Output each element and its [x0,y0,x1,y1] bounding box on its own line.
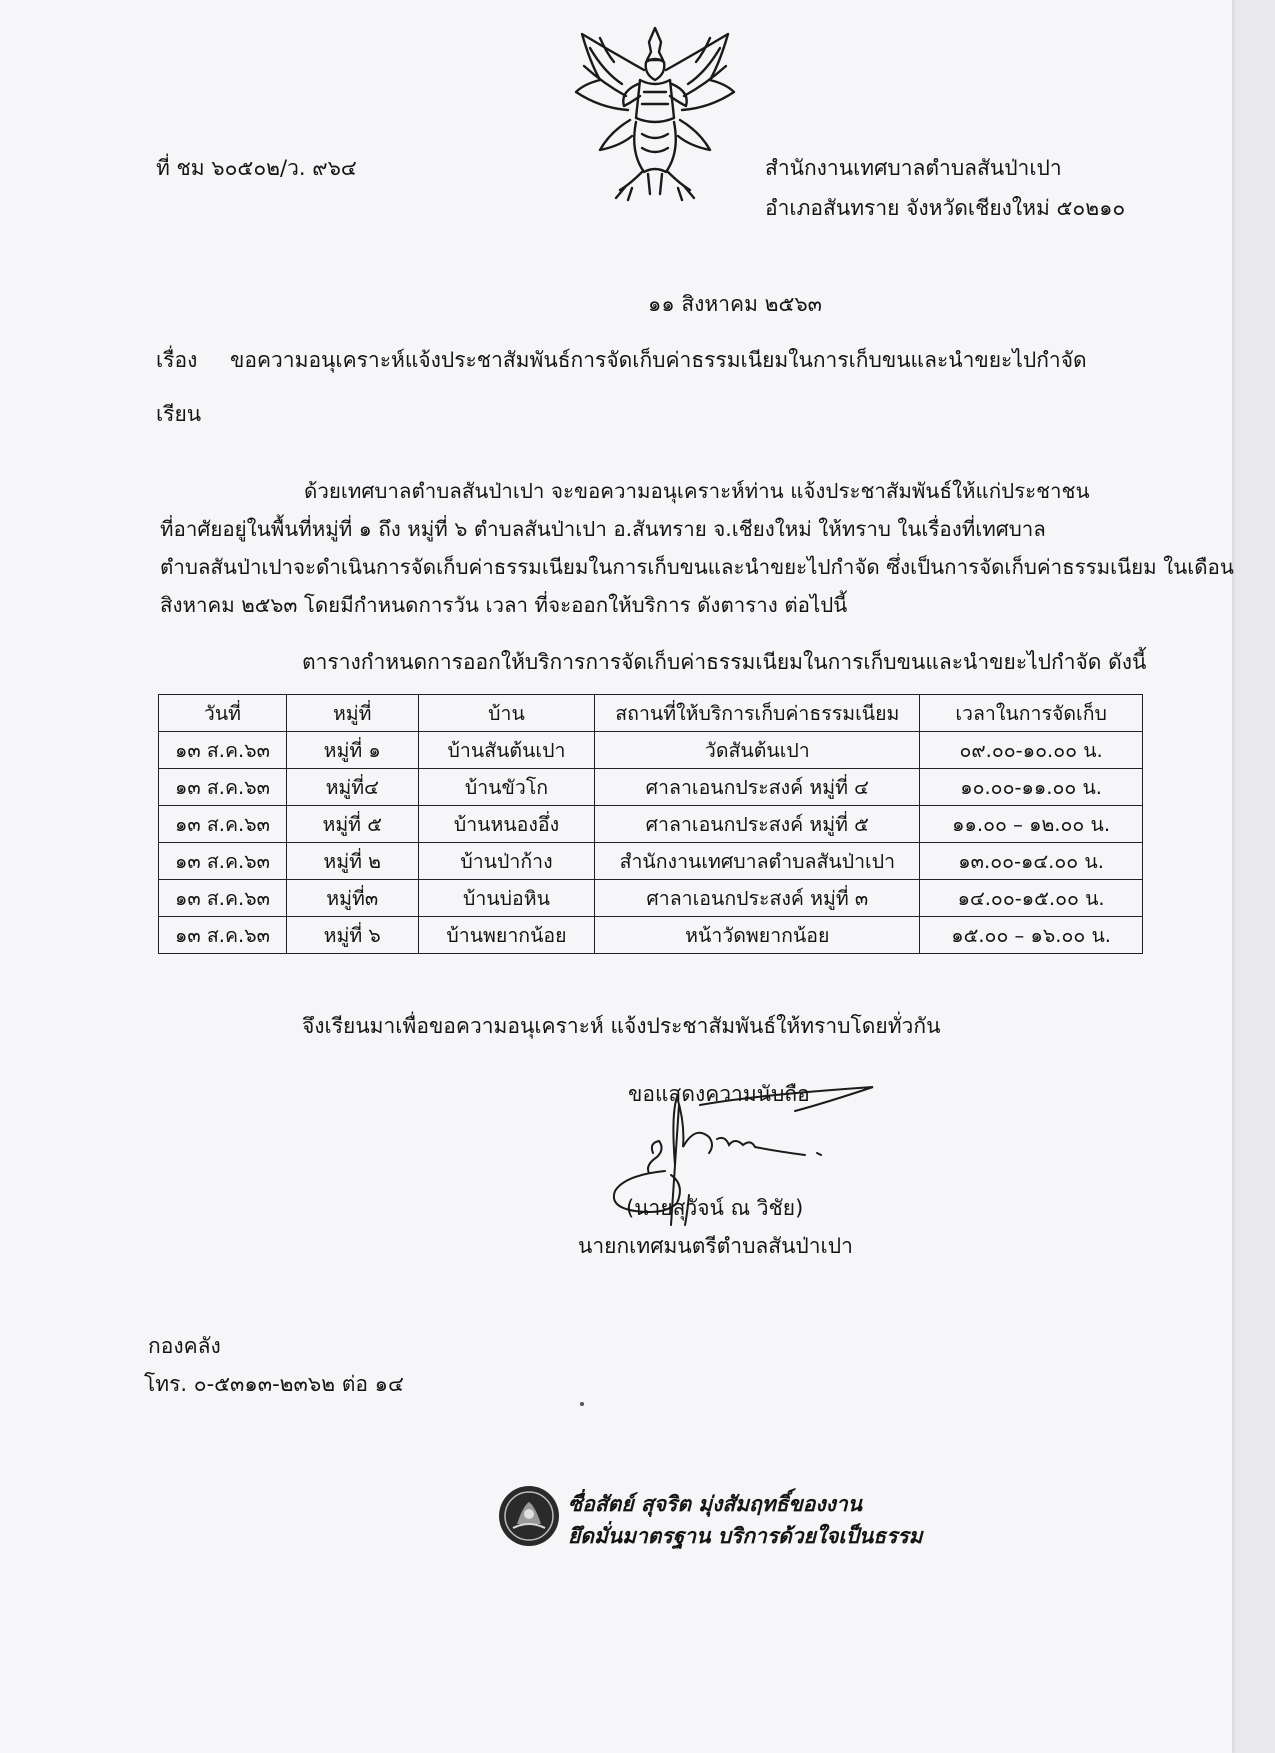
schedule-table [158,694,1143,954]
body-line: ด้วยเทศบาลตำบลสันป่าเปา จะขอความอนุเคราะห์ท่าน แจ้งประชาสัมพันธ์ให้แก่ประชาชน [304,479,1090,503]
cell-village-no: หมู่ที่ ๖ [286,917,418,954]
cell-village: บ้านสันต้นเปา [418,732,595,769]
cell-date: ๑๓ ส.ค.๖๓ [159,769,287,806]
cell-village-no: หมู่ที่ ๑ [286,732,418,769]
cell-date: ๑๓ ส.ค.๖๓ [159,880,287,917]
body-line: ตำบลสันป่าเปาจะดำเนินการจัดเก็บค่าธรรมเนียมในการเก็บขนและนำขยะไปกำจัด ซึ่งเป็นการจัดเก็บค่าธรรมเนียม ในเดือน [160,555,1234,579]
table-row [159,880,1143,917]
cell-village: บ้านบ่อหิน [418,880,595,917]
slogan-line-1: ซื่อสัตย์ สุจริต มุ่งสัมฤทธิ์ของงาน [568,1492,863,1516]
cell-village-no: หมู่ที่ ๒ [286,843,418,880]
cell-time: ๑๐.๐๐-๑๑.๐๐ น. [920,769,1143,806]
cell-time: ๑๕.๐๐ – ๑๖.๐๐ น. [920,917,1143,954]
cell-village: บ้านขัวโก [418,769,595,806]
header-location: สถานที่ให้บริการเก็บค่าธรรมเนียม [595,695,920,732]
table-row [159,843,1143,880]
to-label: เรียน [156,402,202,426]
subject-text: ขอความอนุเคราะห์แจ้งประชาสัมพันธ์การจัดเก็บค่าธรรมเนียมในการเก็บขนและนำขยะไปกำจัด [230,348,1087,372]
cell-location: สำนักงานเทศบาลตำบลสันป่าเปา [595,843,920,880]
header-village: บ้าน [418,695,595,732]
garuda-emblem-icon [570,22,740,204]
regards: ขอแสดงความนับถือ [628,1082,810,1106]
cell-village-no: หมู่ที่๔ [286,769,418,806]
cell-date: ๑๓ ส.ค.๖๓ [159,732,287,769]
header-village-no: หมู่ที่ [286,695,418,732]
cell-location: หน้าวัดพยากน้อย [595,917,920,954]
letter-date: ๑๑ สิงหาคม ๒๕๖๓ [648,292,823,316]
cell-location: ศาลาเอนกประสงค์ หมู่ที่ ๔ [595,769,920,806]
cell-date: ๑๓ ส.ค.๖๓ [159,806,287,843]
cell-location: ศาลาเอนกประสงค์ หมู่ที่ ๕ [595,806,920,843]
cell-village: บ้านป่าก้าง [418,843,595,880]
municipal-seal-icon [497,1484,561,1548]
table-header-row [159,695,1143,732]
cell-location: ศาลาเอนกประสงค์ หมู่ที่ ๓ [595,880,920,917]
body-line: ที่อาศัยอยู่ในพื้นที่หมู่ที่ ๑ ถึง หมู่ที่ ๖ ตำบลสันป่าเปา อ.สันทราย จ.เชียงใหม่ ให้ทราบ ในเรื่องที่เทศบาล [160,517,1046,541]
table-row [159,769,1143,806]
signer-title: นายกเทศมนตรีตำบลสันป่าเปา [578,1234,853,1258]
header-time: เวลาในการจัดเก็บ [920,695,1143,732]
cell-village: บ้านหนองอึ่ง [418,806,595,843]
reference-number: ที่ ชม ๖๐๕๐๒/ว. ๙๖๔ [156,156,357,180]
office-address: อำเภอสันทราย จังหวัดเชียงใหม่ ๕๐๒๑๐ [765,196,1126,220]
body-paragraph [160,472,1234,624]
speck [580,1402,584,1406]
header-date: วันที่ [159,695,287,732]
cell-date: ๑๓ ส.ค.๖๓ [159,917,287,954]
cell-date: ๑๓ ส.ค.๖๓ [159,843,287,880]
subject-label: เรื่อง [156,348,198,372]
cell-location: วัดสันต้นเปา [595,732,920,769]
cell-village: บ้านพยากน้อย [418,917,595,954]
cell-village-no: หมู่ที่๓ [286,880,418,917]
cell-village-no: หมู่ที่ ๕ [286,806,418,843]
table-row [159,917,1143,954]
signer-name: (นายสุวัจน์ ณ วิชัย) [626,1196,804,1220]
body-line: สิงหาคม ๒๕๖๓ โดยมีกำหนดการวัน เวลา ที่จะออกให้บริการ ดังตาราง ต่อไปนี้ [160,593,848,617]
office-name: สำนักงานเทศบาลตำบลสันป่าเปา [765,156,1062,180]
cell-time: ๐๙.๐๐-๑๐.๐๐ น. [920,732,1143,769]
table-row [159,732,1143,769]
cell-time: ๑๓.๐๐-๑๔.๐๐ น. [920,843,1143,880]
department: กองคลัง [148,1334,221,1358]
cell-time: ๑๑.๐๐ – ๑๒.๐๐ น. [920,806,1143,843]
table-caption: ตารางกำหนดการออกให้บริการการจัดเก็บค่าธรรมเนียมในการเก็บขนและนำขยะไปกำจัด ดังนี้ [302,650,1147,674]
phone: โทร. ๐-๕๓๑๓-๒๓๖๒ ต่อ ๑๔ [144,1372,404,1396]
slogan-line-2: ยึดมั่นมาตรฐาน บริการด้วยใจเป็นธรรม [568,1524,923,1548]
cell-time: ๑๔.๐๐-๑๕.๐๐ น. [920,880,1143,917]
table-row [159,806,1143,843]
closing-sentence: จึงเรียนมาเพื่อขอความอนุเคราะห์ แจ้งประชาสัมพันธ์ให้ทราบโดยทั่วกัน [302,1014,941,1038]
